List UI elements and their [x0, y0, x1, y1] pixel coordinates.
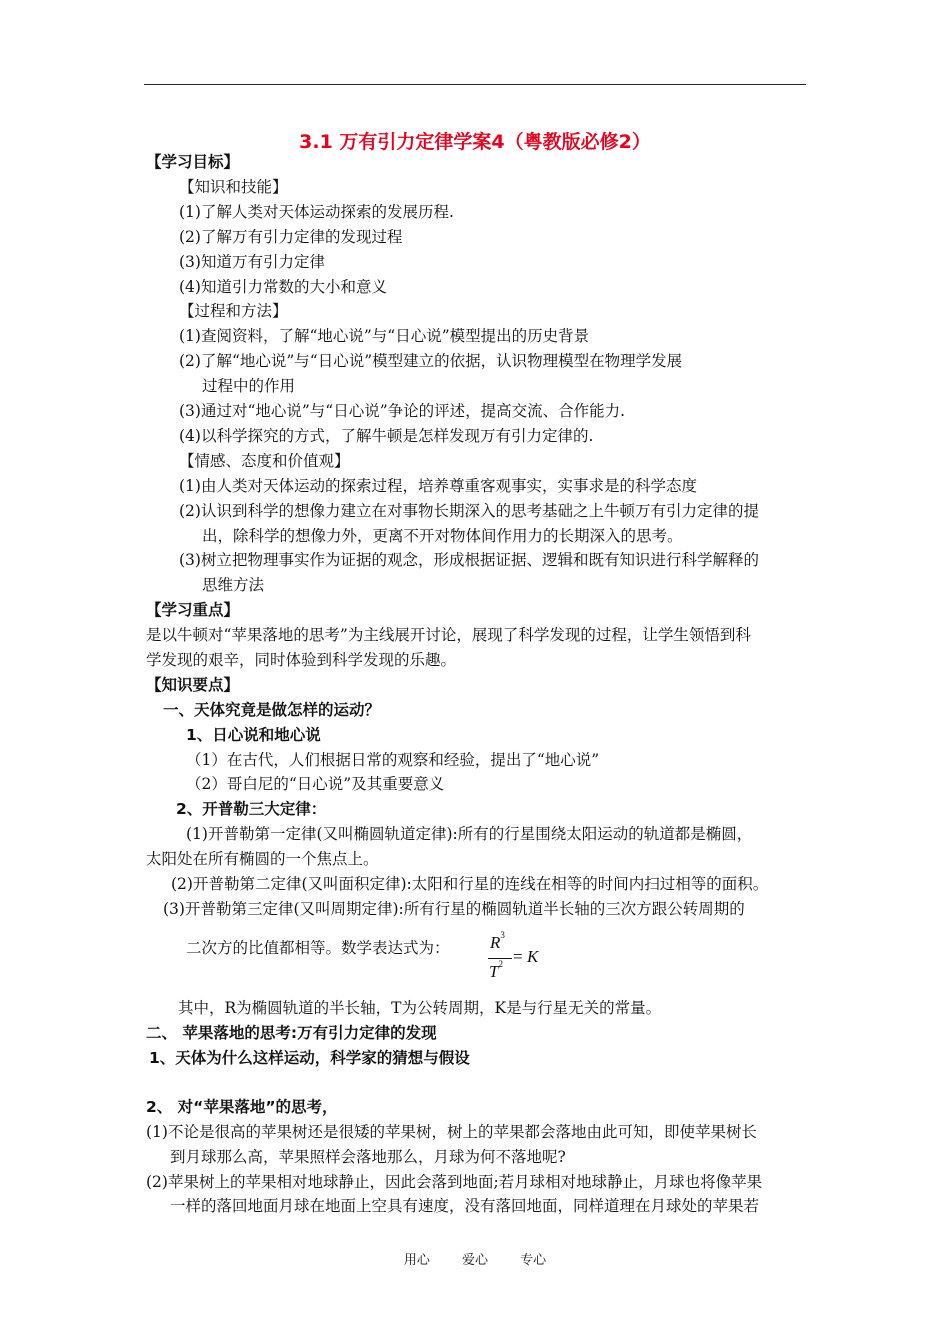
text-line: 【知识和技能】 [179, 178, 288, 196]
text-line: (1)了解人类对天体运动探索的发展历程. [179, 203, 454, 221]
text-line: (3)树立把物理事实作为证据的观念，形成根据证据、逻辑和既有知识进行科学解释的 [179, 551, 759, 569]
text-line: （1）在古代，人们根据日常的观察和经验，提出了“地心说” [186, 751, 600, 769]
text-line: (1)查阅资料，了解“地心说”与“日心说”模型提出的历史背景 [179, 327, 590, 345]
section-heading: 1、天体为什么这样运动，科学家的猜想与假设 [149, 1049, 470, 1067]
text-line: (3)知道万有引力定律 [179, 253, 325, 271]
formula-constant: K [527, 947, 539, 966]
text-line: (2)苹果树上的苹果相对地球静止，因此会落到地面;若月球相对地球静止，月球也将像苹果 [146, 1173, 763, 1191]
text-line: 【过程和方法】 [179, 302, 288, 320]
footer-text: 用心 [403, 1253, 430, 1268]
text-line: 思维方法 [202, 576, 265, 594]
section-heading: 【学习重点】 [146, 601, 240, 619]
text-line: (4)知道引力常数的大小和意义 [179, 278, 387, 296]
formula-equals: = [513, 947, 523, 966]
text-line: 二次方的比值都相等。数学表达式为： [186, 939, 450, 957]
text-line: (3)开普勒第三定律(又叫周期定律):所有行星的椭圆轨道半长轴的三次方跟公转周期的 [163, 900, 745, 918]
section-heading: 【学习目标】 [146, 153, 240, 171]
section-heading: 一、天体究竟是做怎样的运动？ [163, 701, 381, 719]
text-line: (2)了解万有引力定律的发现过程 [179, 228, 403, 246]
text-line: 到月球那么高，苹果照样会落地那么，月球为何不落地呢? [170, 1148, 566, 1166]
kepler-third-law-formula [484, 930, 548, 985]
section-heading: 2、开普勒三大定律： [176, 800, 327, 818]
text-line: 过程中的作用 [202, 377, 296, 395]
text-line: 【情感、态度和价值观】 [179, 452, 350, 470]
text-line: (4)以科学探究的方式，了解牛顿是怎样发现万有引力定律的. [179, 427, 594, 445]
page-title: 3.1 万有引力定律学案4（粤教版必修2） [299, 131, 651, 153]
text-line: 是以牛顿对“苹果落地的思考”为主线展开讨论，展现了科学发现的过程，让学生领悟到科 [146, 626, 751, 644]
footer-text: 专心 [520, 1253, 547, 1268]
section-heading: 【知识要点】 [146, 676, 240, 694]
text-line: (2)开普勒第二定律(又叫面积定律):太阳和行星的连线在相等的时间内扫过相等的面积。 [171, 875, 769, 893]
text-line: (2)了解“地心说”与“日心说”模型建立的依据，认识物理模型在物理学发展 [179, 352, 683, 370]
text-line: (1)由人类对天体运动的探索过程，培养尊重客观事实，实事求是的科学态度 [179, 477, 697, 495]
text-line: （2）哥白尼的“日心说”及其重要意义 [186, 775, 445, 793]
section-heading: 1、日心说和地心说 [186, 726, 321, 744]
text-line: 学发现的艰辛，同时体验到科学发现的乐趣。 [146, 651, 457, 669]
header-rule [144, 84, 806, 85]
text-line: (1)不论是很高的苹果树还是很矮的苹果树，树上的苹果都会落地由此可知，即使苹果树长 [146, 1123, 757, 1141]
text-line: 一样的落回地面月球在地面上空具有速度，没有落回地面，同样道理在月球处的苹果若 [170, 1197, 760, 1215]
section-heading: 二、 苹果落地的思考:万有引力定律的发现 [146, 1024, 437, 1042]
formula-denominator: $T^2$ [489, 959, 503, 981]
footer-text: 爱心 [461, 1253, 488, 1268]
text-line: (3)通过对“地心说”与“日心说”争论的评述，提高交流、合作能力. [179, 402, 626, 420]
text-line: 太阳处在所有椭圆的一个焦点上。 [146, 850, 379, 868]
text-line: 其中，R为椭圆轨道的半长轴，T为公转周期，K是与行星无关的常量。 [178, 999, 662, 1017]
section-heading: 2、 对“苹果落地”的思考， [146, 1098, 338, 1116]
formula-numerator: $R^3$ [490, 930, 505, 952]
text-line: (2)认识到科学的想像力建立在对事物长期深入的思考基础之上牛顿万有引力定律的提 [179, 502, 759, 520]
page-footer [0, 1249, 950, 1268]
text-line: 出，除科学的想像力外，更离不开对物体间作用力的长期深入的思考。 [202, 527, 683, 545]
text-line: (1)开普勒第一定律(又叫椭圆轨道定律):所有的行星围绕太阳运动的轨道都是椭圆， [186, 825, 753, 843]
